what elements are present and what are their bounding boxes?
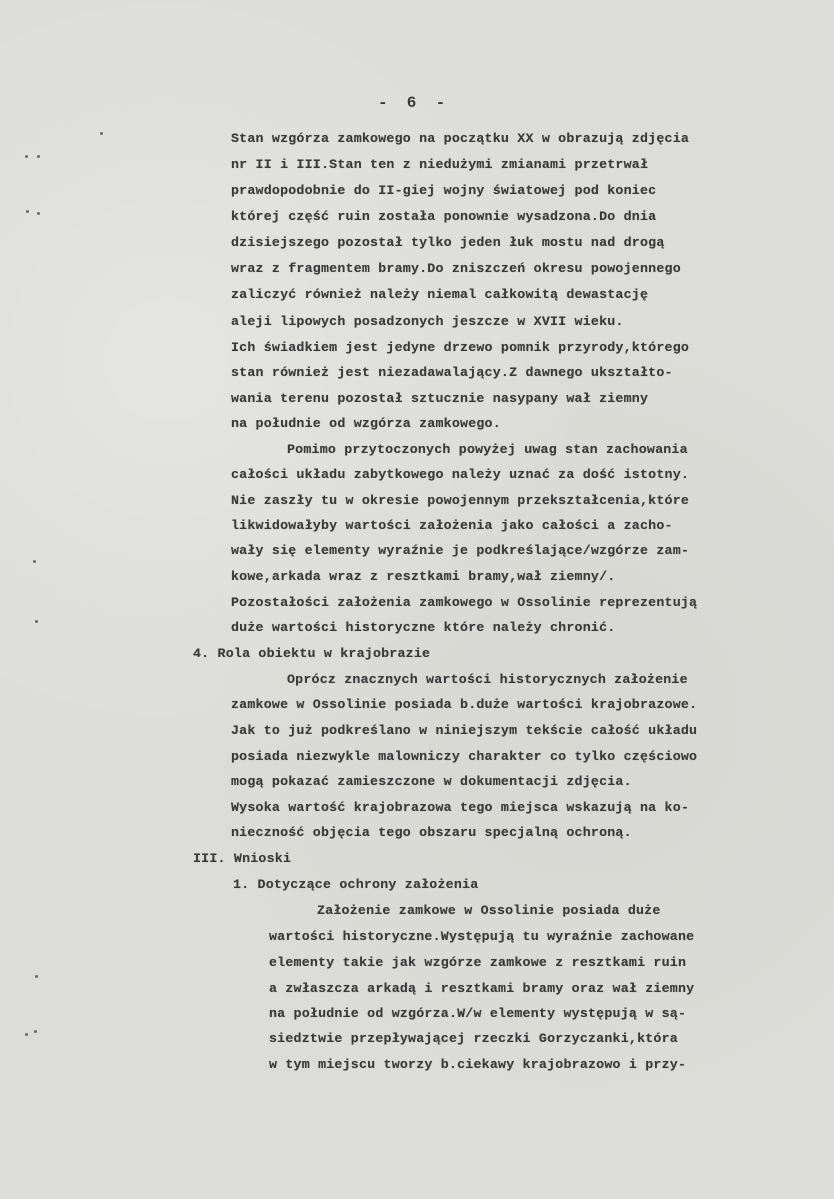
text-line: Oprócz znacznych wartości historycznych założenie [287, 672, 688, 687]
margin-speck [25, 1033, 28, 1036]
text-line: w tym miejscu tworzy b.ciekawy krajobrazowo i przy- [269, 1057, 687, 1072]
margin-speck [37, 155, 40, 158]
text-line: siedztwie przepływającej rzeczki Gorzyczanki,która [269, 1031, 678, 1046]
text-line: aleji lipowych posadzonych jeszcze w XVII wieku. [231, 314, 624, 329]
text-line: dzisiejszego pozostał tylko jeden łuk mostu nad drogą [231, 235, 665, 250]
text-line: kowe,arkada wraz z resztkami bramy,wał ziemny/. [231, 569, 616, 584]
page-number: - 6 - [378, 94, 446, 112]
text-line: Pozostałości założenia zamkowego w Ossolinie reprezentują [231, 595, 698, 610]
text-line: zaliczyć również należy niemal całkowitą dewastację [231, 287, 649, 302]
text-line: Założenie zamkowe w Ossolinie posiada duże [317, 903, 661, 918]
text-line: duże wartości historyczne które należy chronić. [231, 620, 616, 635]
text-line: Ich świadkiem jest jedyne drzewo pomnik przyrody,którego [231, 340, 690, 355]
subsection-heading: 1. Dotyczące ochrony założenia [233, 877, 479, 892]
margin-speck [100, 132, 103, 135]
margin-speck [34, 1030, 37, 1033]
text-line: nieczność objęcia tego obszaru specjalną ochroną. [231, 825, 632, 840]
text-line: wraz z fragmentem bramy.Do zniszczeń okresu powojennego [231, 261, 681, 276]
text-line: na południe od wzgórza zamkowego. [231, 416, 501, 431]
text-line: wały się elementy wyraźnie je podkreślające/wzgórze zam- [231, 543, 690, 558]
text-line: a zwłaszcza arkadą i resztkami bramy oraz wał ziemny [269, 981, 695, 996]
section-heading: III. Wnioski [193, 851, 292, 866]
text-line: wania terenu pozostał sztucznie nasypany wał ziemny [231, 391, 649, 406]
text-line: prawdopodobnie do II-giej wojny światowej pod koniec [231, 183, 657, 198]
section-heading: 4. Rola obiektu w krajobrazie [193, 646, 431, 661]
margin-speck [25, 155, 28, 158]
text-line: elementy takie jak wzgórze zamkowe z resztkami ruin [269, 955, 687, 970]
text-line: stan również jest niezadawalający.Z dawnego ukształto- [231, 365, 673, 380]
text-line: Stan wzgórza zamkowego na początku XX w obrazują zdjęcia [231, 131, 690, 146]
text-line: Jak to już podkreślano w niniejszym tekście całość układu [231, 723, 698, 738]
text-line: na południe od wzgórza.W/w elementy występują w są- [269, 1006, 687, 1021]
text-line: zamkowe w Ossolinie posiada b.duże wartości krajobrazowe. [231, 697, 698, 712]
text-line: posiada niezwykle malowniczy charakter co tylko częściowo [231, 749, 698, 764]
text-line: całości układu zabytkowego należy uznać za dość istotny. [231, 467, 690, 482]
text-line: mogą pokazać zamieszczone w dokumentacji zdjęcia. [231, 774, 632, 789]
text-line: Nie zaszły tu w okresie powojennym przekształcenia,które [231, 493, 690, 508]
text-line: Wysoka wartość krajobrazowa tego miejsca wskazują na ko- [231, 800, 690, 815]
margin-speck [33, 560, 36, 563]
text-line: nr II i III.Stan ten z niedużymi zmianami przetrwał [231, 157, 649, 172]
text-line: Pomimo przytoczonych powyżej uwag stan zachowania [287, 442, 688, 457]
text-line: wartości historyczne.Występują tu wyraźnie zachowane [269, 929, 695, 944]
margin-speck [26, 210, 29, 213]
text-line: której część ruin została ponownie wysadzona.Do dnia [231, 209, 657, 224]
text-line: likwidowałyby wartości założenia jako całości a zacho- [231, 518, 673, 533]
margin-speck [37, 212, 40, 215]
margin-speck [35, 975, 38, 978]
margin-speck [35, 620, 38, 623]
